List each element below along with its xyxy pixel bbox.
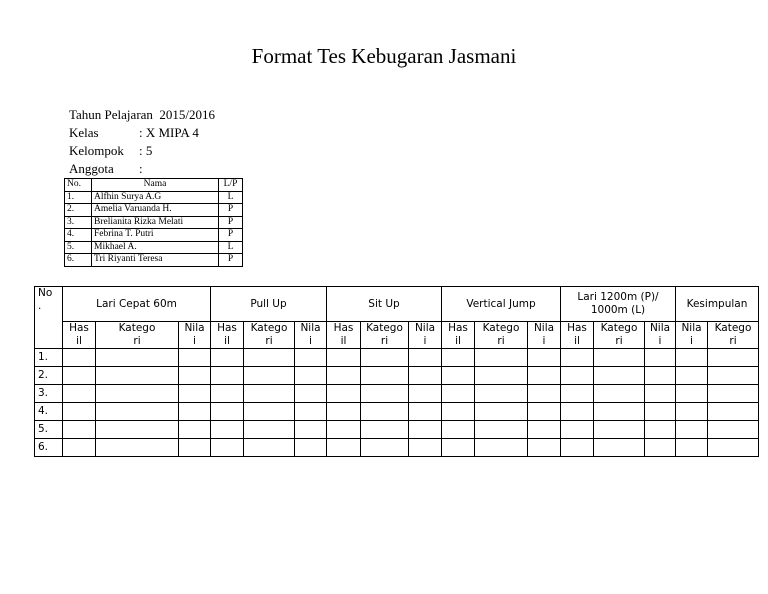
empty-cell	[528, 349, 561, 367]
sub-header-cell	[676, 322, 708, 349]
info-class	[69, 124, 199, 142]
empty-cell	[211, 349, 244, 367]
member-no: 1.	[65, 191, 92, 204]
empty-cell	[211, 403, 244, 421]
sub-header-cell	[96, 322, 179, 349]
no-header-text: .	[38, 300, 42, 312]
sub-header-cell	[475, 322, 528, 349]
empty-cell	[594, 385, 645, 403]
members-row	[65, 254, 243, 267]
empty-cell	[63, 367, 96, 385]
empty-cell	[676, 403, 708, 421]
empty-cell	[594, 403, 645, 421]
sub-header-cell	[327, 322, 361, 349]
empty-cell	[327, 385, 361, 403]
sub-header-text: i	[193, 335, 196, 347]
empty-cell	[96, 403, 179, 421]
info-value: : X MIPA 4	[139, 125, 199, 140]
member-no: 6.	[65, 254, 92, 267]
empty-cell	[645, 385, 676, 403]
sub-header-cell	[409, 322, 442, 349]
sub-header-text: ri	[133, 335, 141, 347]
empty-cell	[96, 367, 179, 385]
sub-header-cell	[179, 322, 211, 349]
member-gender: P	[219, 204, 243, 217]
test-group-label: Lari 1200m (P)/	[577, 291, 659, 303]
empty-cell	[676, 421, 708, 439]
info-school-year	[69, 106, 215, 124]
info-value: : 5	[139, 143, 153, 158]
sub-header-cell	[361, 322, 409, 349]
empty-cell	[475, 367, 528, 385]
empty-cell	[361, 385, 409, 403]
sub-header-text: il	[340, 335, 347, 347]
sub-header-text: Has	[333, 322, 354, 334]
info-label: Kelas	[69, 125, 99, 140]
row-number: 2.	[35, 367, 63, 385]
sub-header-text: Has	[69, 322, 89, 334]
empty-cell	[409, 385, 442, 403]
row-number: 4.	[35, 403, 63, 421]
info-label: Anggota	[69, 161, 114, 176]
empty-cell	[528, 385, 561, 403]
sub-header-text: Has	[448, 322, 468, 334]
empty-cell	[211, 439, 244, 457]
empty-cell	[211, 421, 244, 439]
no-header-cell	[35, 287, 63, 349]
empty-cell	[676, 385, 708, 403]
empty-cell	[409, 367, 442, 385]
empty-cell	[295, 403, 327, 421]
members-row	[65, 191, 243, 204]
empty-cell	[244, 439, 295, 457]
empty-cell	[361, 439, 409, 457]
members-row	[65, 216, 243, 229]
row-number: 1.	[35, 349, 63, 367]
table-row	[35, 421, 759, 439]
member-gender: L	[219, 191, 243, 204]
empty-cell	[561, 349, 594, 367]
row-number: 5.	[35, 421, 63, 439]
sub-header-cell	[528, 322, 561, 349]
members-row	[65, 241, 243, 254]
empty-cell	[179, 349, 211, 367]
sub-header-text: ri	[380, 335, 389, 347]
empty-cell	[96, 439, 179, 457]
sub-header-text: Nila	[649, 322, 671, 334]
row-number: 3.	[35, 385, 63, 403]
sub-header-text: ri	[729, 335, 737, 347]
empty-cell	[327, 439, 361, 457]
empty-cell	[561, 385, 594, 403]
empty-cell	[361, 403, 409, 421]
test-group-header	[676, 287, 759, 322]
empty-cell	[96, 385, 179, 403]
test-group-header	[561, 287, 676, 322]
fitness-header-row	[35, 287, 759, 322]
sub-header-text: Katego	[250, 322, 288, 334]
empty-cell	[179, 403, 211, 421]
member-no: 2.	[65, 204, 92, 217]
member-no: 3.	[65, 216, 92, 229]
fitness-subheader-row	[35, 322, 759, 349]
empty-cell	[244, 403, 295, 421]
empty-cell	[295, 385, 327, 403]
page-title: Format Tes Kebugaran Jasmani	[251, 44, 517, 68]
sub-header-text: i	[658, 335, 662, 347]
sub-header-cell	[63, 322, 96, 349]
sub-header-text: i	[423, 335, 427, 347]
sub-header-text: il	[76, 335, 82, 347]
empty-cell	[244, 349, 295, 367]
sub-header-text: i	[309, 335, 312, 347]
empty-cell	[409, 439, 442, 457]
empty-cell	[708, 403, 759, 421]
empty-cell	[409, 403, 442, 421]
empty-cell	[708, 439, 759, 457]
member-name: Tri Riyanti Teresa	[92, 254, 219, 267]
sub-header-text: Has	[217, 322, 237, 334]
empty-cell	[708, 421, 759, 439]
empty-cell	[361, 421, 409, 439]
test-group-header	[327, 287, 442, 322]
empty-cell	[594, 421, 645, 439]
table-row	[35, 385, 759, 403]
info-group	[69, 142, 152, 160]
empty-cell	[211, 385, 244, 403]
empty-cell	[327, 367, 361, 385]
empty-cell	[442, 367, 475, 385]
empty-cell	[179, 439, 211, 457]
members-row	[65, 204, 243, 217]
members-header-cell: No.	[65, 179, 92, 192]
test-group-header	[211, 287, 327, 322]
empty-cell	[475, 403, 528, 421]
table-row	[35, 439, 759, 457]
empty-cell	[442, 385, 475, 403]
empty-cell	[244, 385, 295, 403]
empty-cell	[645, 439, 676, 457]
empty-cell	[63, 421, 96, 439]
empty-cell	[645, 421, 676, 439]
empty-cell	[528, 439, 561, 457]
test-group-label: Vertical Jump	[466, 297, 536, 310]
empty-cell	[442, 403, 475, 421]
sub-header-text: il	[574, 335, 580, 347]
sub-header-text: Katego	[714, 322, 752, 334]
member-name: Alfhin Surya A.G	[92, 191, 219, 204]
member-name: Febrina T. Putri	[92, 229, 219, 242]
sub-header-text: Has	[567, 322, 587, 334]
sub-header-text: i	[542, 335, 546, 347]
table-row	[35, 349, 759, 367]
sub-header-cell	[645, 322, 676, 349]
sub-header-text: ri	[615, 335, 623, 347]
empty-cell	[676, 439, 708, 457]
sub-header-cell	[561, 322, 594, 349]
member-no: 5.	[65, 241, 92, 254]
empty-cell	[475, 385, 528, 403]
empty-cell	[295, 349, 327, 367]
sub-header-cell	[211, 322, 244, 349]
empty-cell	[179, 385, 211, 403]
test-group-label: Sit Up	[368, 297, 400, 310]
member-gender: P	[219, 229, 243, 242]
empty-cell	[645, 349, 676, 367]
empty-cell	[528, 367, 561, 385]
member-name: Amelia Varuanda H.	[92, 204, 219, 217]
fitness-test-table	[34, 286, 759, 457]
empty-cell	[475, 421, 528, 439]
test-group-label: Lari Cepat 60m	[96, 297, 177, 310]
empty-cell	[63, 439, 96, 457]
empty-cell	[561, 403, 594, 421]
empty-cell	[676, 349, 708, 367]
empty-cell	[295, 439, 327, 457]
info-value: :	[139, 161, 143, 176]
table-row	[35, 403, 759, 421]
empty-cell	[708, 367, 759, 385]
empty-cell	[244, 367, 295, 385]
member-gender: P	[219, 216, 243, 229]
member-no: 4.	[65, 229, 92, 242]
empty-cell	[179, 367, 211, 385]
member-name: Mikhael A.	[92, 241, 219, 254]
empty-cell	[361, 349, 409, 367]
empty-cell	[295, 367, 327, 385]
info-label: Tahun Pelajaran	[69, 107, 153, 122]
test-group-header	[63, 287, 211, 322]
empty-cell	[179, 421, 211, 439]
sub-header-cell	[244, 322, 295, 349]
members-header-cell: Nama	[92, 179, 219, 192]
sub-header-cell	[708, 322, 759, 349]
empty-cell	[211, 367, 244, 385]
empty-cell	[475, 349, 528, 367]
empty-cell	[561, 367, 594, 385]
empty-cell	[63, 403, 96, 421]
sub-header-text: Nila	[414, 322, 436, 334]
empty-cell	[708, 385, 759, 403]
empty-cell	[244, 421, 295, 439]
sub-header-text: il	[224, 335, 230, 347]
sub-header-text: Nila	[184, 322, 205, 334]
empty-cell	[645, 367, 676, 385]
members-table	[64, 178, 243, 267]
empty-cell	[645, 403, 676, 421]
row-number: 6.	[35, 439, 63, 457]
sub-header-text: Katego	[600, 322, 638, 334]
empty-cell	[594, 349, 645, 367]
sub-header-text: ri	[265, 335, 273, 347]
info-members	[69, 160, 143, 178]
members-row	[65, 229, 243, 242]
members-header-cell: L/P	[219, 179, 243, 192]
sub-header-text: Katego	[482, 322, 520, 334]
empty-cell	[409, 349, 442, 367]
sub-header-text: Nila	[300, 322, 321, 334]
sub-header-text: Nila	[533, 322, 555, 334]
empty-cell	[561, 421, 594, 439]
empty-cell	[594, 367, 645, 385]
empty-cell	[63, 385, 96, 403]
member-gender: L	[219, 241, 243, 254]
member-name: Brelianita Rizka Melati	[92, 216, 219, 229]
sub-header-text: il	[455, 335, 461, 347]
test-group-header	[442, 287, 561, 322]
info-value: 2015/2016	[159, 107, 216, 122]
test-group-label: 1000m (L)	[590, 304, 646, 316]
empty-cell	[528, 403, 561, 421]
sub-header-cell	[594, 322, 645, 349]
empty-cell	[409, 421, 442, 439]
test-group-label: Kesimpulan	[686, 297, 748, 310]
empty-cell	[63, 349, 96, 367]
empty-cell	[708, 349, 759, 367]
empty-cell	[327, 421, 361, 439]
empty-cell	[528, 421, 561, 439]
sub-header-text: Katego	[118, 322, 156, 334]
sub-header-text: Nila	[681, 322, 702, 334]
info-label: Kelompok	[69, 143, 124, 158]
member-gender: P	[219, 254, 243, 267]
sub-header-cell	[295, 322, 327, 349]
sub-header-text: Katego	[366, 322, 403, 334]
empty-cell	[561, 439, 594, 457]
test-group-label: Pull Up	[250, 297, 287, 310]
empty-cell	[327, 403, 361, 421]
empty-cell	[442, 439, 475, 457]
empty-cell	[96, 349, 179, 367]
empty-cell	[442, 349, 475, 367]
sub-header-text: ri	[497, 335, 505, 347]
empty-cell	[475, 439, 528, 457]
empty-cell	[295, 421, 327, 439]
sub-header-cell	[442, 322, 475, 349]
empty-cell	[594, 439, 645, 457]
empty-cell	[676, 367, 708, 385]
empty-cell	[327, 349, 361, 367]
table-row	[35, 367, 759, 385]
sub-header-text: i	[690, 335, 693, 347]
members-header-row	[65, 179, 243, 192]
empty-cell	[442, 421, 475, 439]
empty-cell	[361, 367, 409, 385]
empty-cell	[96, 421, 179, 439]
no-header-text: No	[38, 287, 53, 299]
